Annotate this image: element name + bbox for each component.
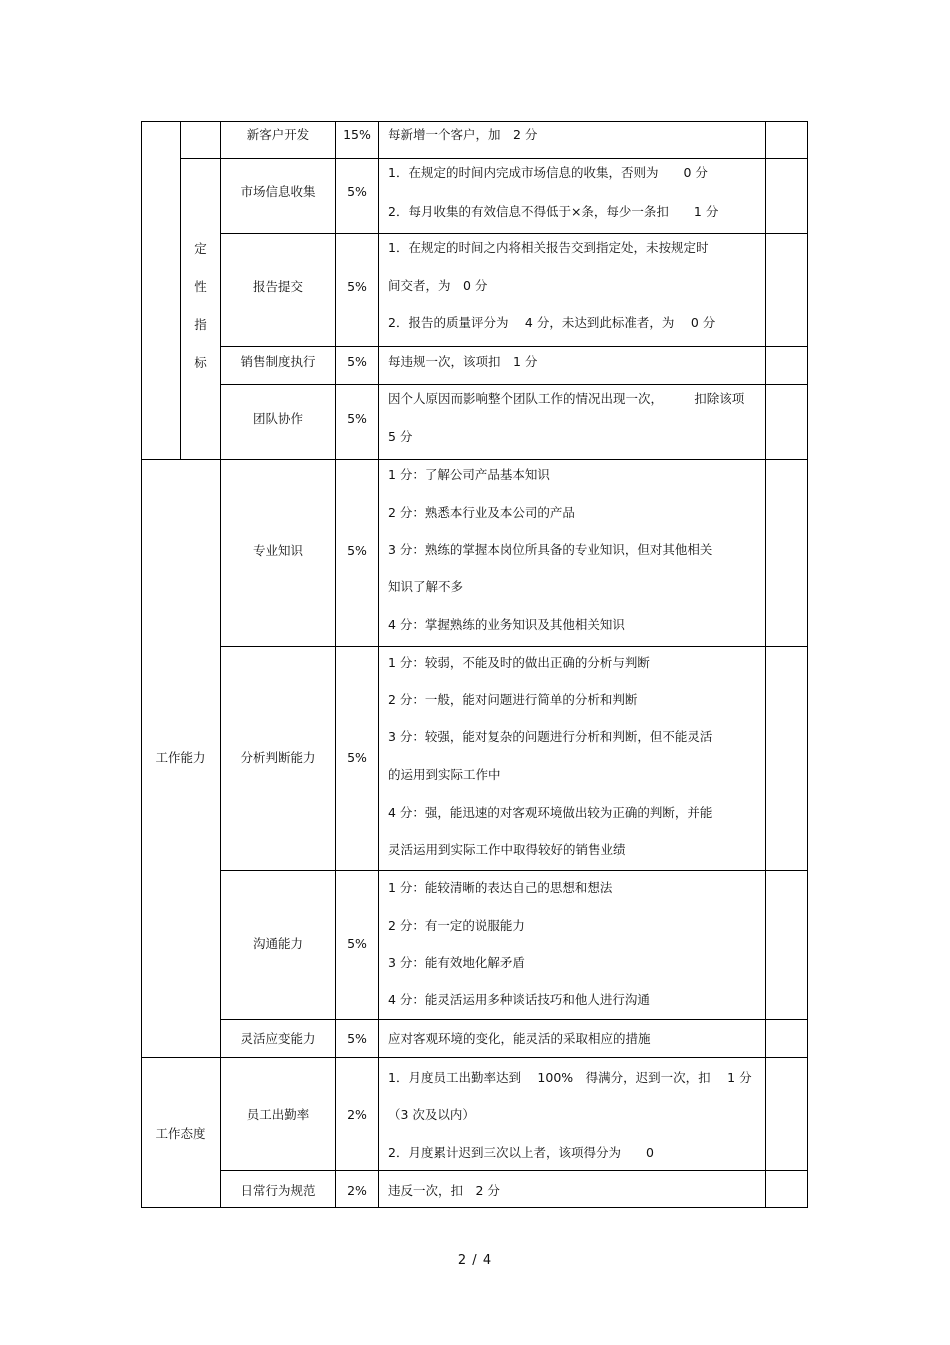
item-weight: 2% [347, 1107, 367, 1122]
item-weight: 5% [347, 543, 367, 558]
criteria-line: 4 分：掌握熟练的业务知识及其他相关知识 [388, 617, 625, 632]
row-line [220, 233, 808, 234]
item-weight: 2% [347, 1183, 367, 1198]
item-name: 市场信息收集 [240, 184, 316, 199]
criteria-line: 2 分：一般，能对问题进行简单的分析和判断 [388, 692, 638, 707]
evaluation-table [141, 121, 808, 1208]
criteria-line: 5 分 [388, 429, 413, 444]
item-weight: 5% [347, 1031, 367, 1046]
criteria-line: 1 分：了解公司产品基本知识 [388, 467, 550, 482]
criteria-line: 3 分：能有效地化解矛盾 [388, 955, 525, 970]
criteria-line: 3 分：熟练的掌握本岗位所具备的专业知识，但对其他相关 [388, 542, 713, 557]
group-label-qualitative-3: 指 [194, 317, 207, 332]
criteria-line: 2 分：有一定的说服能力 [388, 918, 525, 933]
item-name: 专业知识 [252, 543, 303, 558]
table-border-right [807, 121, 808, 1208]
row-line [180, 158, 808, 159]
group-label-qualitative-2: 性 [194, 279, 207, 294]
row-line [220, 384, 808, 385]
item-name: 报告提交 [252, 279, 303, 294]
item-name: 团队协作 [252, 411, 303, 426]
criteria-line: 2 分：熟悉本行业及本公司的产品 [388, 505, 575, 520]
criteria-line: 2．报告的质量评分为 4 分，未达到此标准者，为 0 分 [388, 315, 716, 330]
criteria-line: 因个人原因而影响整个团队工作的情况出现一次， 扣除该项 [388, 391, 745, 406]
criteria-line: 1．在规定的时间之内将相关报告交到指定处，未按规定时 [388, 240, 709, 255]
row-line [220, 646, 808, 647]
criteria-line: 4 分：强，能迅速的对客观环境做出较为正确的判断，并能 [388, 805, 713, 820]
row-line [220, 1170, 808, 1171]
criteria-line: 1 分：较弱，不能及时的做出正确的分析与判断 [388, 655, 650, 670]
table-border-left [141, 121, 142, 1208]
col-line-weight [378, 121, 379, 1208]
criteria-line: 2．每月收集的有效信息不得低于×条，每少一条扣 1 分 [388, 204, 719, 219]
group-label-qualitative-1: 定 [194, 241, 207, 256]
item-name: 灵活应变能力 [240, 1031, 316, 1046]
item-weight: 5% [347, 936, 367, 951]
criteria-line: 每新增一个客户，加 2 分 [388, 127, 538, 142]
criteria-line: 每违规一次，该项扣 1 分 [388, 354, 538, 369]
criteria-line: 4 分：能灵活运用多种谈话技巧和他人进行沟通 [388, 992, 650, 1007]
row-line [141, 459, 808, 460]
item-name: 员工出勤率 [246, 1107, 310, 1122]
item-name: 分析判断能力 [240, 750, 316, 765]
criteria-line: 应对客观环境的变化，能灵活的采取相应的措施 [388, 1031, 651, 1046]
col-line-criteria [765, 121, 766, 1208]
item-name: 沟通能力 [252, 936, 303, 951]
item-weight: 5% [347, 184, 367, 199]
criteria-line: 间交者，为 0 分 [388, 278, 488, 293]
criteria-line: 1．月度员工出勤率达到 100% 得满分，迟到一次，扣 1 分 [388, 1070, 752, 1085]
criteria-line: 2．月度累计迟到三次以上者，该项得分为 0 [388, 1145, 654, 1160]
table-border-top [141, 121, 808, 122]
item-weight: 5% [347, 411, 367, 426]
group-label-qualitative-4: 标 [194, 355, 207, 370]
item-weight: 15% [343, 127, 371, 142]
table-border-bottom [141, 1207, 808, 1208]
criteria-line: 的运用到实际工作中 [388, 767, 501, 782]
item-weight: 5% [347, 279, 367, 294]
item-weight: 5% [347, 750, 367, 765]
item-name: 新客户开发 [246, 127, 310, 142]
group-label-work-ability: 工作能力 [155, 750, 206, 765]
item-name: 销售制度执行 [240, 354, 316, 369]
row-line [220, 346, 808, 347]
criteria-line: 灵活运用到实际工作中取得较好的销售业绩 [388, 842, 626, 857]
item-name: 日常行为规范 [240, 1183, 316, 1198]
criteria-line: 违反一次，扣 2 分 [388, 1183, 500, 1198]
row-line [141, 1057, 808, 1058]
criteria-line: （3 次及以内） [388, 1107, 475, 1122]
row-line [220, 870, 808, 871]
criteria-line: 知识了解不多 [388, 579, 464, 594]
group-label-work-attitude: 工作态度 [155, 1126, 206, 1141]
item-weight: 5% [347, 354, 367, 369]
criteria-line: 1 分：能较清晰的表达自己的思想和想法 [388, 880, 613, 895]
row-line [220, 1019, 808, 1020]
criteria-line: 3 分：较强，能对复杂的问题进行分析和判断，但不能灵活 [388, 729, 713, 744]
page-number: 2 / 4 [457, 1253, 493, 1268]
criteria-line: 1．在规定的时间内完成市场信息的收集，否则为 0 分 [388, 165, 708, 180]
